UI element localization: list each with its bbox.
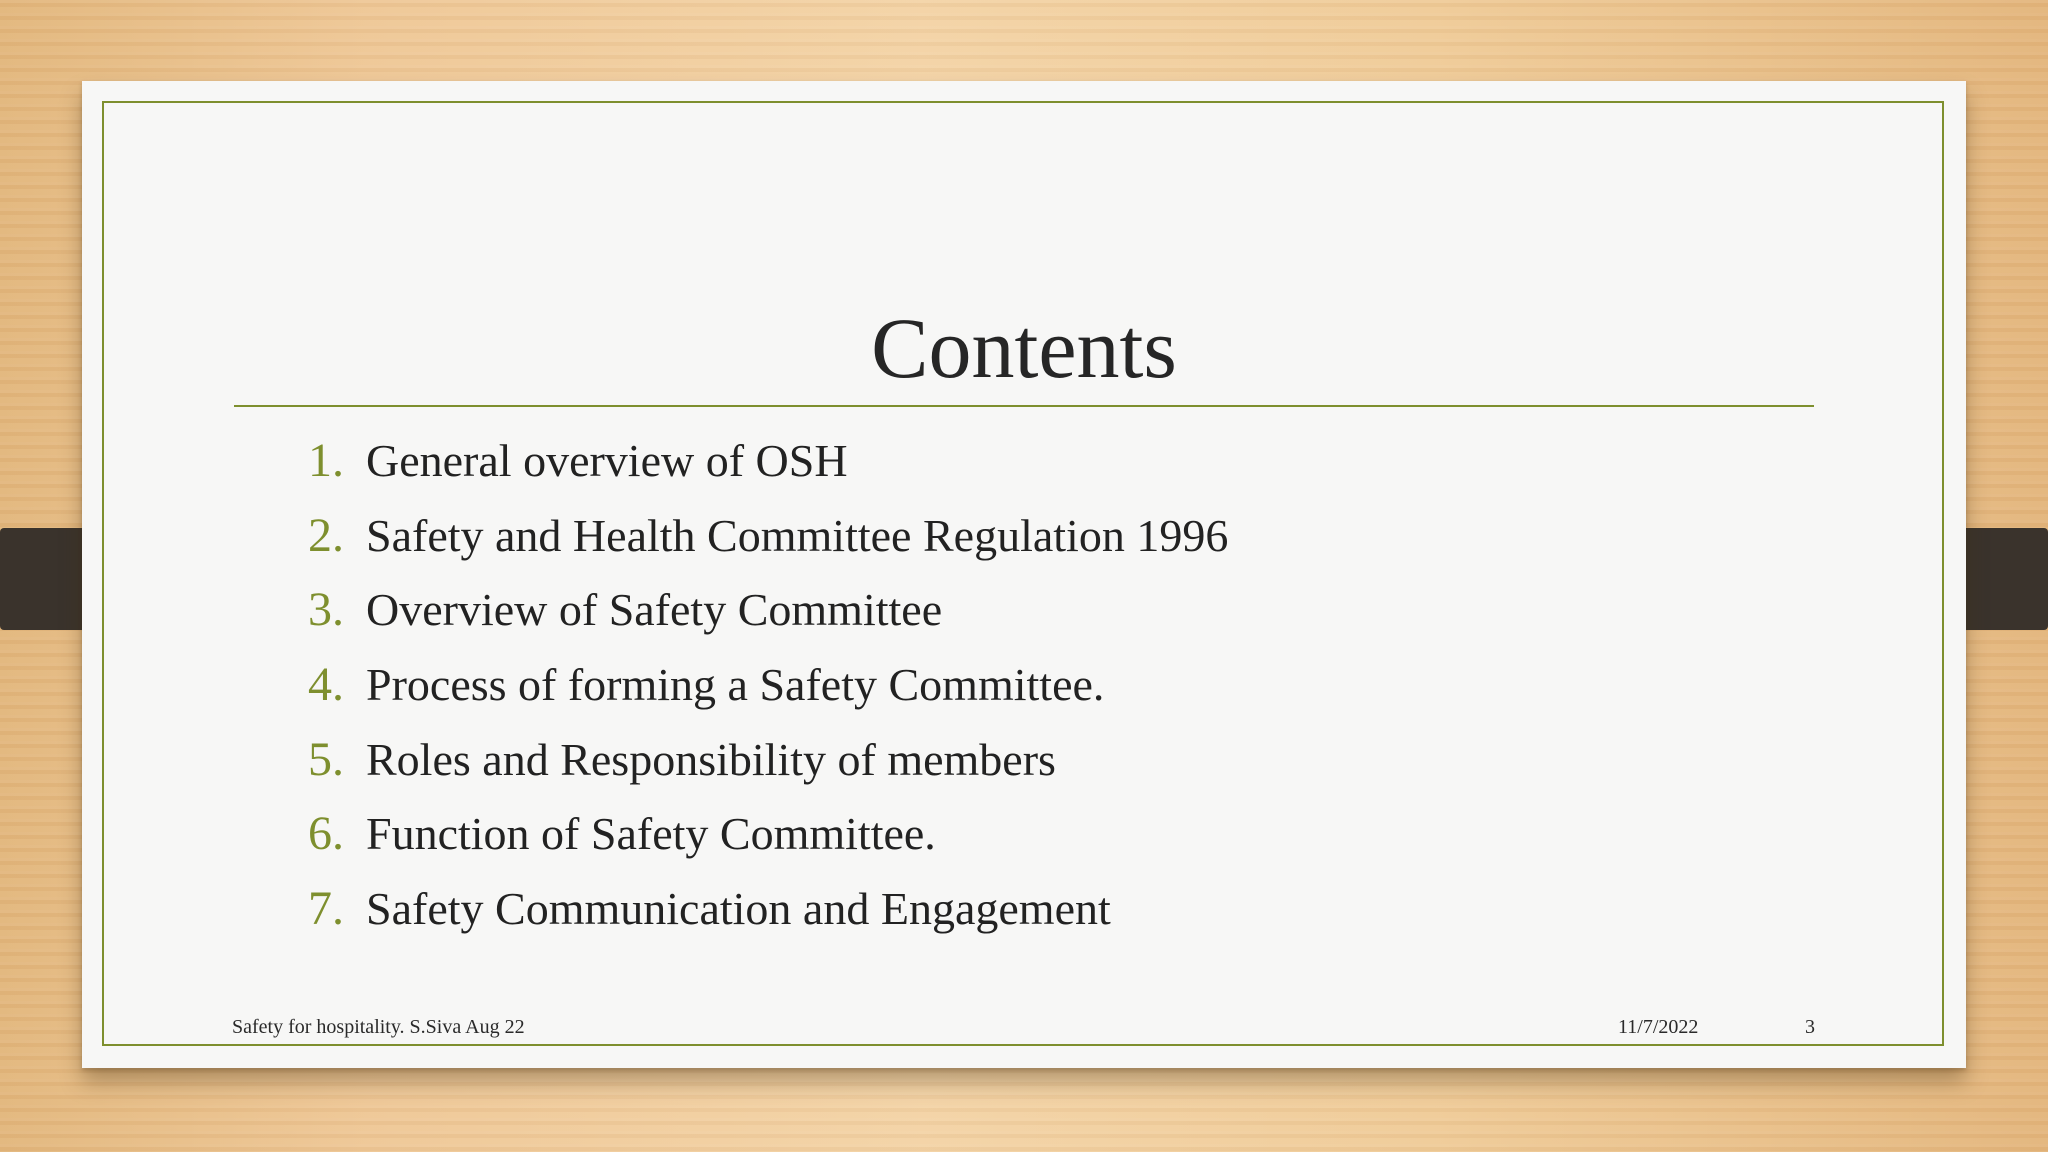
- list-item: [308, 657, 1228, 732]
- slide: [82, 81, 1966, 1068]
- list-item-number: 7.: [308, 882, 344, 936]
- list-item-number: 4.: [308, 658, 344, 712]
- slide-number: 3: [1805, 1016, 1815, 1038]
- list-item-text: Function of Safety Committee.: [366, 808, 936, 860]
- list-item: [308, 582, 1228, 657]
- slide-title: Contents: [871, 300, 1177, 396]
- list-item: [308, 881, 1228, 956]
- title-divider: [234, 405, 1814, 407]
- list-item-number: 6.: [308, 807, 344, 861]
- list-item-text: Safety and Health Committee Regulation 1996: [366, 509, 1229, 561]
- list-item-text: Process of forming a Safety Committee.: [366, 659, 1105, 711]
- footer-date: 11/7/2022: [1618, 1016, 1699, 1038]
- list-item: [308, 433, 1228, 508]
- contents-list: [308, 433, 1228, 956]
- list-item: [308, 508, 1228, 583]
- list-item-number: 3.: [308, 583, 344, 637]
- footer-text: Safety for hospitality. S.Siva Aug 22: [232, 1016, 525, 1038]
- list-item-number: 2.: [308, 508, 344, 562]
- list-item-text: Safety Communication and Engagement: [366, 883, 1111, 935]
- list-item-text: Overview of Safety Committee: [366, 584, 943, 636]
- list-item-text: General overview of OSH: [366, 435, 848, 486]
- list-item-text: Roles and Responsibility of members: [366, 733, 1056, 785]
- list-item: [308, 732, 1228, 807]
- list-item-number: 1.: [308, 434, 344, 487]
- list-item: [308, 806, 1228, 881]
- list-item-number: 5.: [308, 732, 344, 786]
